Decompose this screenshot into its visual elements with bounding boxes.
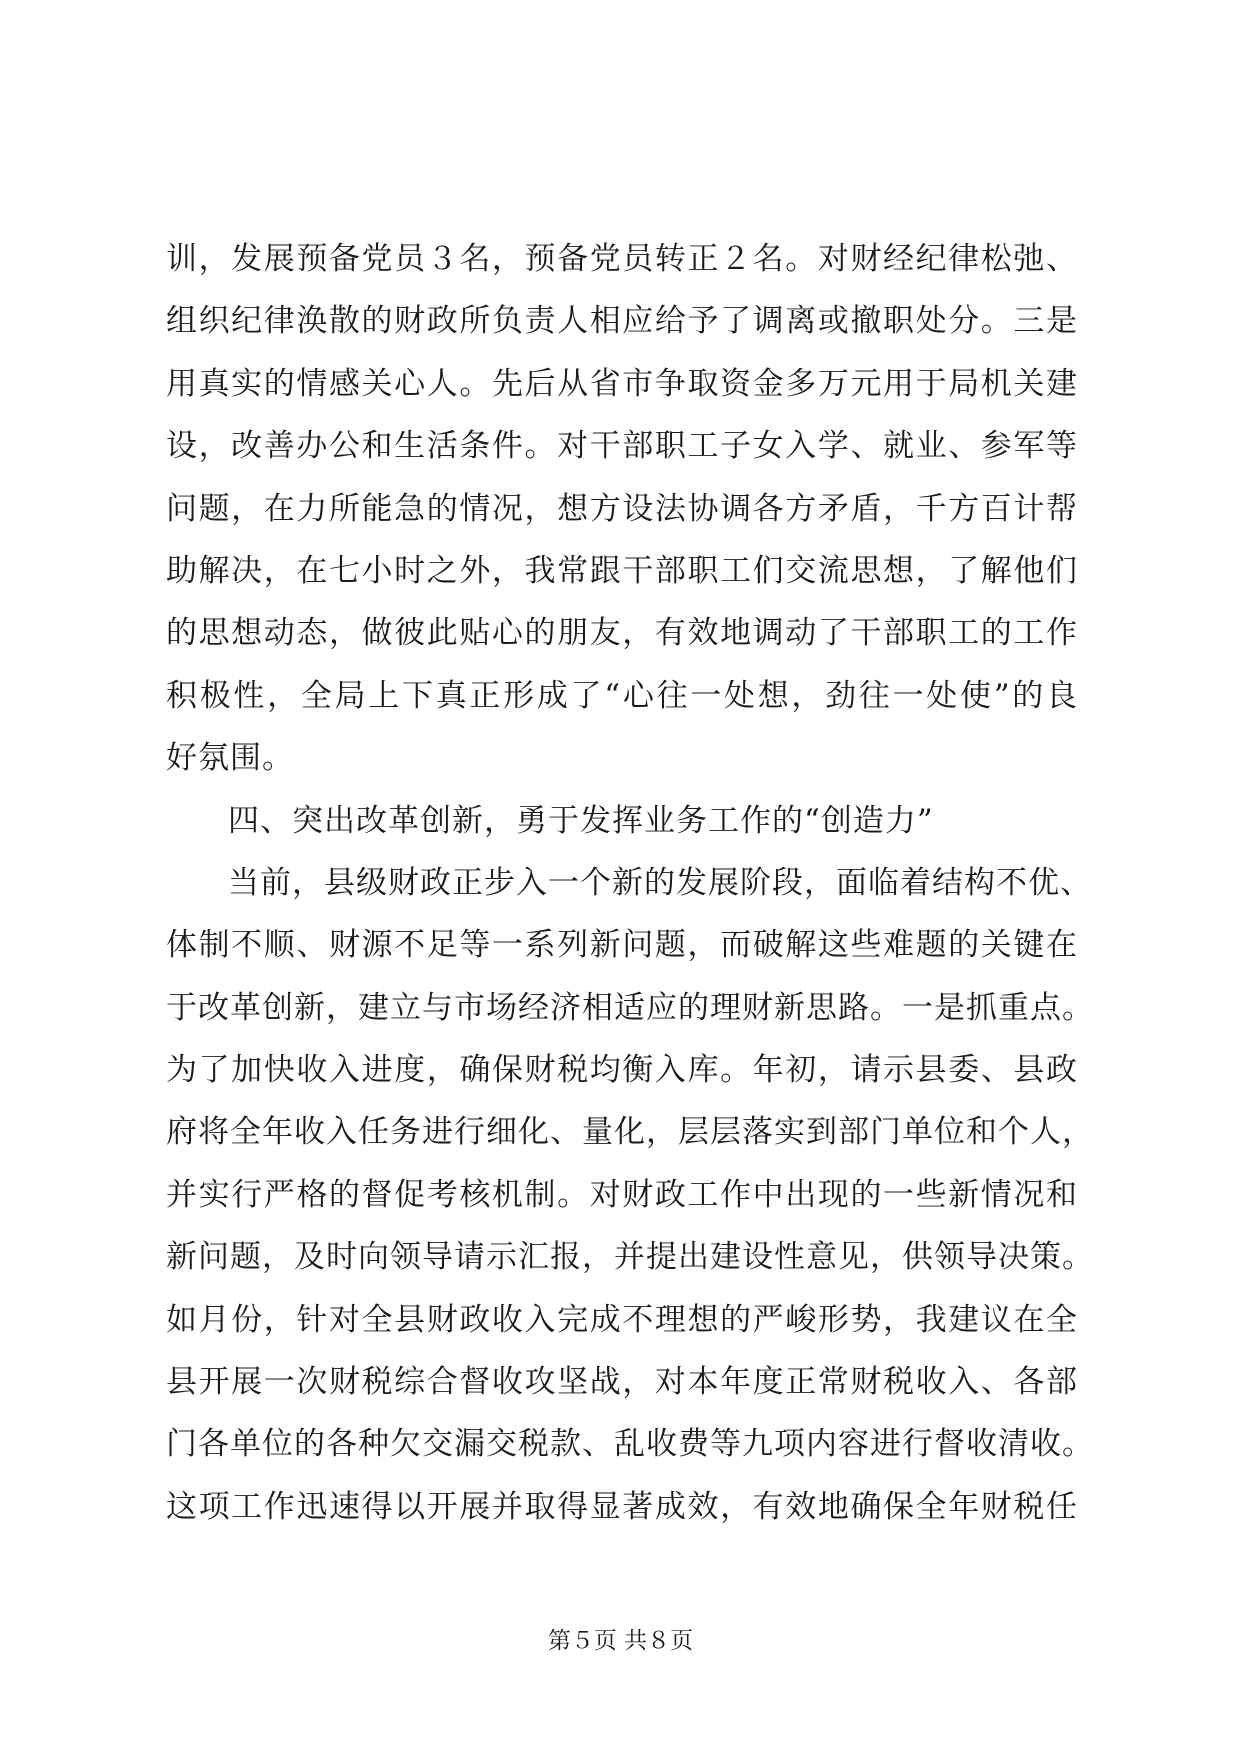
text-line: 组织纪律涣散的财政所负责人相应给予了调离或撤职处分。三是	[166, 303, 1078, 340]
text-line: 训，发展预备党员３名，预备党员转正２名。对财经纪律松弛、	[166, 241, 1078, 277]
text-line-paragraph-end: 好氛围。	[166, 740, 294, 777]
text-line: 如月份，针对全县财政收入完成不理想的严峻形势，我建议在全	[166, 1301, 1078, 1338]
text-line: 县开展一次财税综合督收攻坚战，对本年度正常财税收入、各部	[166, 1364, 1078, 1401]
text-line: 新问题，及时向领导请示汇报，并提出建设性意见，供领导决策。	[166, 1239, 1094, 1276]
text-line: 积极性，全局上下真正形成了“心往一处想，劲往一处使”的良	[166, 677, 1078, 714]
text-line: 为了加快收入进度，确保财税均衡入库。年初，请示县委、县政	[166, 1052, 1078, 1089]
section-heading: 四、突出改革创新，勇于发挥业务工作的“创造力”	[228, 802, 934, 839]
text-line: 于改革创新，建立与市场经济相适应的理财新思路。一是抓重点。	[166, 989, 1094, 1026]
text-line: 体制不顺、财源不足等一系列新问题，而破解这些难题的关键在	[166, 927, 1078, 964]
text-line: 问题，在力所能急的情况，想方设法协调各方矛盾，千方百计帮	[166, 490, 1078, 527]
text-line: 并实行严格的督促考核机制。对财政工作中出现的一些新情况和	[166, 1176, 1078, 1213]
page-number-footer: 第５页 共８页	[547, 1628, 694, 1654]
text-line: 用真实的情感关心人。先后从省市争取资金多万元用于局机关建	[166, 365, 1078, 402]
paragraph-first-line: 当前，县级财政正步入一个新的发展阶段，面临着结构不优、	[228, 864, 1092, 901]
body-text	[166, 228, 1094, 1538]
text-line: 这项工作迅速得以开展并取得显著成效，有效地确保全年财税任	[166, 1488, 1078, 1525]
text-line: 设，改善办公和生活条件。对干部职工子女入学、就业、参军等	[166, 428, 1078, 465]
text-line: 助解决，在七小时之外，我常跟干部职工们交流思想，了解他们	[166, 552, 1078, 589]
text-line: 府将全年收入任务进行细化、量化，层层落实到部门单位和个人，	[166, 1114, 1094, 1151]
text-line: 门各单位的各种欠交漏交税款、乱收费等九项内容进行督收清收。	[166, 1426, 1094, 1463]
text-line: 的思想动态，做彼此贴心的朋友，有效地调动了干部职工的工作	[166, 615, 1078, 652]
